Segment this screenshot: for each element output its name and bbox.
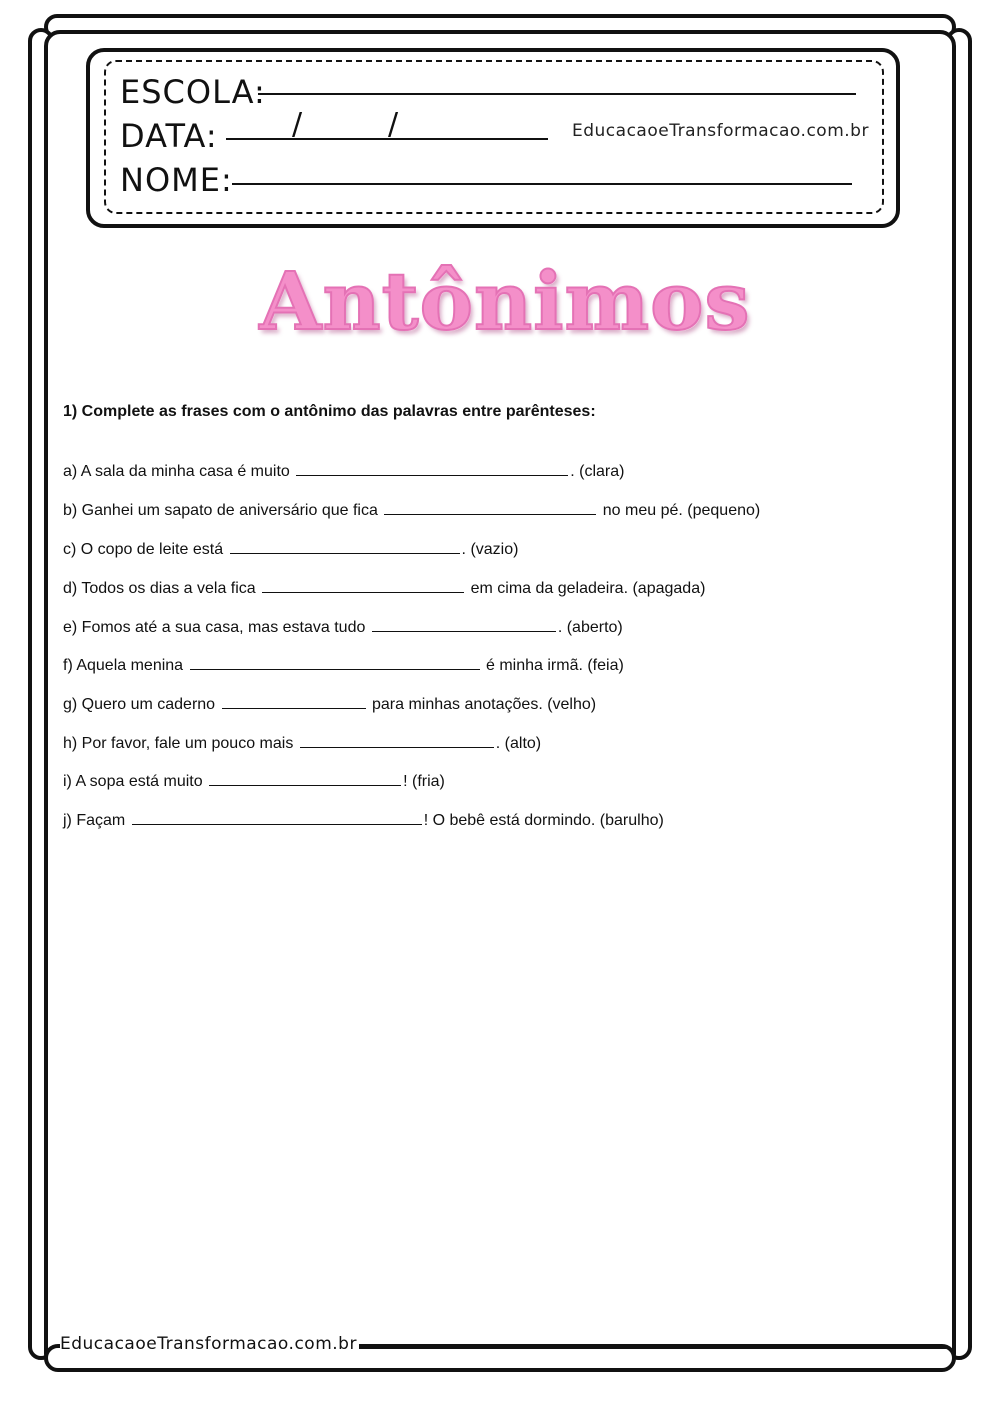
item-text-before: d) Todos os dias a vela fica xyxy=(63,580,256,597)
data-line[interactable] xyxy=(226,138,548,140)
item-text-before: c) O copo de leite está xyxy=(63,541,224,558)
data-label: DATA: xyxy=(120,117,218,155)
exercise-item-j xyxy=(63,809,664,831)
item-text-after: . (alto) xyxy=(495,735,542,752)
item-text-before: h) Por favor, fale um pouco mais xyxy=(63,735,294,752)
item-text-before: a) A sala da minha casa é muito xyxy=(63,463,290,480)
exercise-item-e xyxy=(63,616,623,638)
item-text-after: em cima da geladeira. (apagada) xyxy=(470,580,706,597)
item-text-after: . (aberto) xyxy=(557,619,623,636)
answer-blank[interactable] xyxy=(300,732,494,748)
item-text-before: f) Aquela menina xyxy=(63,657,184,674)
answer-blank[interactable] xyxy=(132,809,422,825)
date-separator-1: / xyxy=(292,107,303,142)
answer-blank[interactable] xyxy=(384,499,596,515)
header-site-text: EducacaoeTransformacao.com.br xyxy=(572,121,869,141)
item-text-before: i) A sopa está muito xyxy=(63,773,203,790)
page-title: Antônimos xyxy=(259,254,751,348)
answer-blank[interactable] xyxy=(209,770,401,786)
answer-blank[interactable] xyxy=(262,577,464,593)
item-text-before: g) Quero um caderno xyxy=(63,696,216,713)
item-text-after: ! (fria) xyxy=(403,773,445,790)
nome-line[interactable] xyxy=(232,183,852,185)
item-text-before: e) Fomos até a sua casa, mas estava tudo xyxy=(63,619,366,636)
exercise-item-c xyxy=(63,538,518,560)
exercise-item-g xyxy=(63,693,596,715)
exercise-item-a xyxy=(63,460,624,482)
escola-label: ESCOLA: xyxy=(120,73,266,111)
answer-blank[interactable] xyxy=(222,693,366,709)
item-text-after: para minhas anotações. (velho) xyxy=(371,696,597,713)
nome-label: NOME: xyxy=(120,161,233,199)
date-separator-2: / xyxy=(388,107,399,142)
question-heading: 1) Complete as frases com o antônimo das palavras entre parênteses: xyxy=(63,403,596,420)
item-text-before: b) Ganhei um sapato de aniversário que fica xyxy=(63,502,378,519)
item-text-after: ! O bebê está dormindo. (barulho) xyxy=(423,812,664,829)
exercise-item-d xyxy=(63,577,705,599)
item-text-after: no meu pé. (pequeno) xyxy=(602,502,761,519)
item-text-after: . (clara) xyxy=(570,463,625,480)
escola-line[interactable] xyxy=(258,93,856,95)
footer-line xyxy=(338,1346,946,1349)
item-text-after: . (vazio) xyxy=(461,541,519,558)
exercise-item-b xyxy=(63,499,760,521)
answer-blank[interactable] xyxy=(296,460,568,476)
answer-blank[interactable] xyxy=(230,538,460,554)
item-text-before: j) Façam xyxy=(63,812,126,829)
exercise-item-i xyxy=(63,770,445,792)
footer-site-text: EducacaoeTransformacao.com.br xyxy=(60,1334,357,1354)
exercise-item-h xyxy=(63,732,541,754)
answer-blank[interactable] xyxy=(372,616,556,632)
item-text-after: é minha irmã. (feia) xyxy=(485,657,624,674)
answer-blank[interactable] xyxy=(190,654,480,670)
exercise-item-f xyxy=(63,654,624,676)
